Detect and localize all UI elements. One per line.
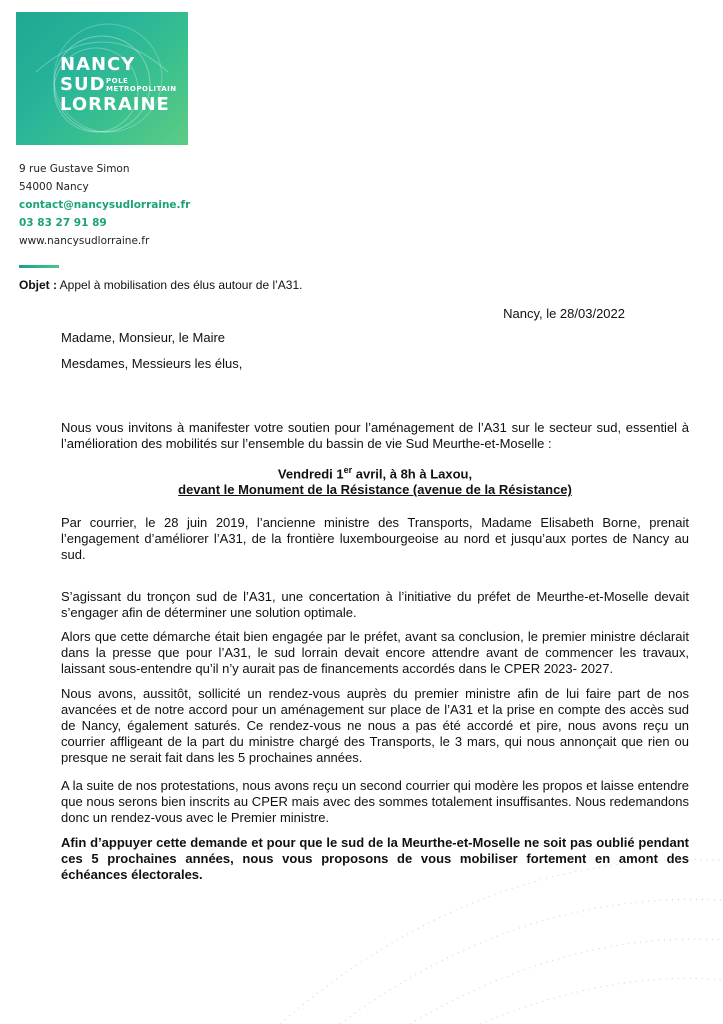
event-details xyxy=(61,462,689,498)
accent-divider xyxy=(19,265,59,268)
salutation-elus: Mesdames, Messieurs les élus, xyxy=(61,356,243,371)
dotted-arc-decoration xyxy=(280,790,723,1024)
paragraph-borne-letter: Par courrier, le 28 juin 2019, l’ancienne ministre des Transports, Madame Elisabeth Borne, prenait l’engagement d’améliorer l’A31, de la frontière luxembourgeoise au nord et jusqu’aux portes de Nancy au sud. xyxy=(61,515,689,562)
website-link[interactable]: www.nancysudlorraine.fr xyxy=(19,235,150,247)
event-location: devant le Monument de la Résistance (avenue de la Résistance) xyxy=(178,482,572,498)
paragraph-second-courrier: A la suite de nos protestations, nous avons reçu un second courrier qui modère les propos et laisse entendre que nous serons bien inscrits au CPER mais avec des sommes totalement insuffisantes. Nous redemandons donc un rendez-vous avec le Premier ministre. xyxy=(61,778,689,825)
subject-label: Objet : xyxy=(19,278,57,292)
paragraph-rendez-vous: Nous avons, aussitôt, sollicité un rendez-vous auprès du premier ministre afin de lui faire part de nos avancées et de notre accord pour un aménagement sur place de l’A31 et la prise en compte des accès sud de Nancy, également saturés. Ce rendez-vous ne nous a pas été accordé et pire, nous avons reçu un courrier affligeant de la part du ministre chargé des Transports, le 3 mars, qui nous annonçait que rien ou presque ne serait fait dans les 5 prochaines années. xyxy=(61,686,689,765)
logo-tagline-metropolitain: METROPOLITAIN xyxy=(106,85,177,93)
paragraph-premier-ministre: Alors que cette démarche était bien engagée par le préfet, avant sa conclusion, le premier ministre déclarait dans la presse que pour l’A31, le sud lorrain devait encore attendre avant de commencer les travaux, laissant sous-entendre qu’il n’y aurait pas de financements accordés dans le CPER 2023- 2027. xyxy=(61,629,689,676)
event-day-sup: er xyxy=(343,465,353,475)
closing-call-to-action: Afin d’appuyer cette demande et pour que le sud de la Meurthe-et-Moselle ne soit pas oublié pendant ces 5 prochaines années, nous vous proposons de vous mobiliser fortement en amont des échéances électorales. xyxy=(61,835,689,882)
intro-paragraph: Nous vous invitons à manifester votre soutien pour l’aménagement de l’A31 sur le secteur sud, essentiel à l’amélioration des mobilités sur l’ensemble du bassin de vie Sud Meurthe-et-Moselle : xyxy=(61,420,689,451)
event-day-suffix: avril, à 8h à Laxou, xyxy=(352,466,473,482)
logo-line-sud: SUD xyxy=(60,74,106,95)
contact-email-link[interactable]: contact@nancysudlorraine.fr xyxy=(19,199,191,211)
logo-tagline-pole: POLE xyxy=(106,77,129,85)
paragraph-concertation: S’agissant du tronçon sud de l’A31, une concertation à l’initiative du préfet de Meurthe-et-Moselle devait s’engager afin de déterminer une solution optimale. xyxy=(61,589,689,620)
letter-date: Nancy, le 28/03/2022 xyxy=(503,306,625,321)
subject-text: Appel à mobilisation des élus autour de l’A31. xyxy=(57,278,303,292)
event-day-prefix: Vendredi 1 xyxy=(277,466,344,482)
address-city: 54000 Nancy xyxy=(19,181,89,193)
address-street: 9 rue Gustave Simon xyxy=(19,163,130,175)
logo-line-lorraine: LORRAINE xyxy=(60,94,170,115)
nancy-sud-lorraine-logo xyxy=(16,12,188,145)
logo-tagline xyxy=(106,77,177,93)
salutation-maire: Madame, Monsieur, le Maire xyxy=(61,330,226,345)
event-date xyxy=(61,462,689,482)
subject-line xyxy=(19,278,303,292)
logo-line-nancy: NANCY xyxy=(60,54,136,75)
contact-phone: 03 83 27 91 89 xyxy=(19,217,107,229)
